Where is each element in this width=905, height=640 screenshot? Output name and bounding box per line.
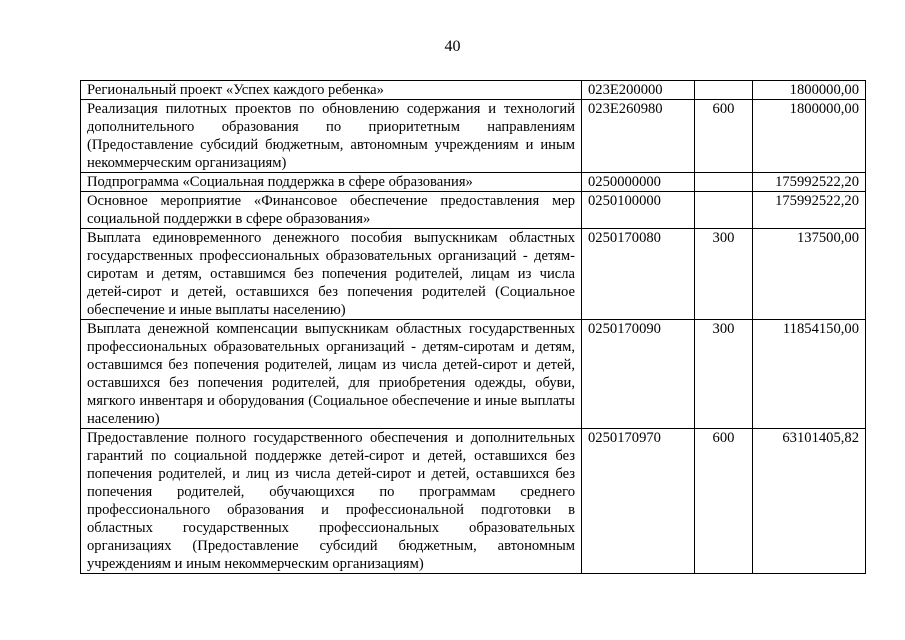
row-name-cell xyxy=(81,320,582,429)
row-amount: 175992522,20 xyxy=(753,192,866,229)
row-expense-type xyxy=(695,81,753,100)
table-row xyxy=(81,100,866,173)
page-number: 40 xyxy=(444,38,461,55)
row-code: 0250100000 xyxy=(582,192,695,229)
row-expense-type xyxy=(695,192,753,229)
row-name: Подпрограмма «Социальная поддержка в сфере образования» xyxy=(87,174,473,190)
row-expense-type: 300 xyxy=(695,320,753,429)
row-code: 023E260980 xyxy=(582,100,695,173)
row-expense-type: 600 xyxy=(695,429,753,574)
row-expense-type: 600 xyxy=(695,100,753,173)
row-name: Предоставление полного государственного обеспечения и дополнительных гарантий по социальной поддержке детей-сирот и детей, оставшихся без попечения родителей, и лиц из числа детей-сирот и детей, оставшихся без попечения родителей, обучающихся по программам среднего профессионального образования и профессиональной подготовки в областных государственных профессиональных образовательных организациях (Предоставление субсидий бюджетным, автономным учреждениям и иным некоммерческим организациям) xyxy=(87,430,575,572)
table-row xyxy=(81,429,866,574)
table-row xyxy=(81,320,866,429)
row-amount: 63101405,82 xyxy=(753,429,866,574)
table-row xyxy=(81,192,866,229)
row-name-cell xyxy=(81,192,582,229)
row-code: 0250000000 xyxy=(582,173,695,192)
row-name: Выплата денежной компенсации выпускникам областных государственных профессиональных образовательных организаций - детям-сиротам и детям, оставшимся без попечения родителей, лицам из числа детей-сирот и детей, оставшихся без попечения родителей, для приобретения одежды, обуви, мягкого инвентаря и оборудования (Социальное обеспечение и иные выплаты населению) xyxy=(87,321,575,427)
row-name-cell xyxy=(81,81,582,100)
row-name: Реализация пилотных проектов по обновлению содержания и технологий дополнительного образования по приоритетным направлениям (Предоставление субсидий бюджетным, автономным учреждениям и иным некоммерческим организациям) xyxy=(87,101,575,171)
row-amount: 175992522,20 xyxy=(753,173,866,192)
row-code: 0250170080 xyxy=(582,229,695,320)
table-row xyxy=(81,229,866,320)
row-amount: 1800000,00 xyxy=(753,81,866,100)
table-row xyxy=(81,173,866,192)
row-code: 0250170970 xyxy=(582,429,695,574)
row-expense-type xyxy=(695,173,753,192)
row-name-cell xyxy=(81,100,582,173)
row-name: Основное мероприятие «Финансовое обеспечение предоставления мер социальной поддержки в сфере образования» xyxy=(87,193,575,227)
row-name-cell xyxy=(81,429,582,574)
row-name: Выплата единовременного денежного пособия выпускникам областных государственных профессиональных образовательных организаций - детям-сиротам и детям, оставшимся без попечения родителей, лицам из числа детей-сирот и детей, оставшихся без попечения родителей (Социальное обеспечение и иные выплаты населению) xyxy=(87,230,575,318)
row-name: Региональный проект «Успех каждого ребенка» xyxy=(87,82,384,98)
row-code: 0250170090 xyxy=(582,320,695,429)
row-code: 023E200000 xyxy=(582,81,695,100)
row-amount: 1800000,00 xyxy=(753,100,866,173)
table-row xyxy=(81,81,866,100)
budget-table xyxy=(80,80,866,574)
row-amount: 137500,00 xyxy=(753,229,866,320)
row-name-cell xyxy=(81,173,582,192)
row-name-cell xyxy=(81,229,582,320)
row-amount: 11854150,00 xyxy=(753,320,866,429)
row-expense-type: 300 xyxy=(695,229,753,320)
